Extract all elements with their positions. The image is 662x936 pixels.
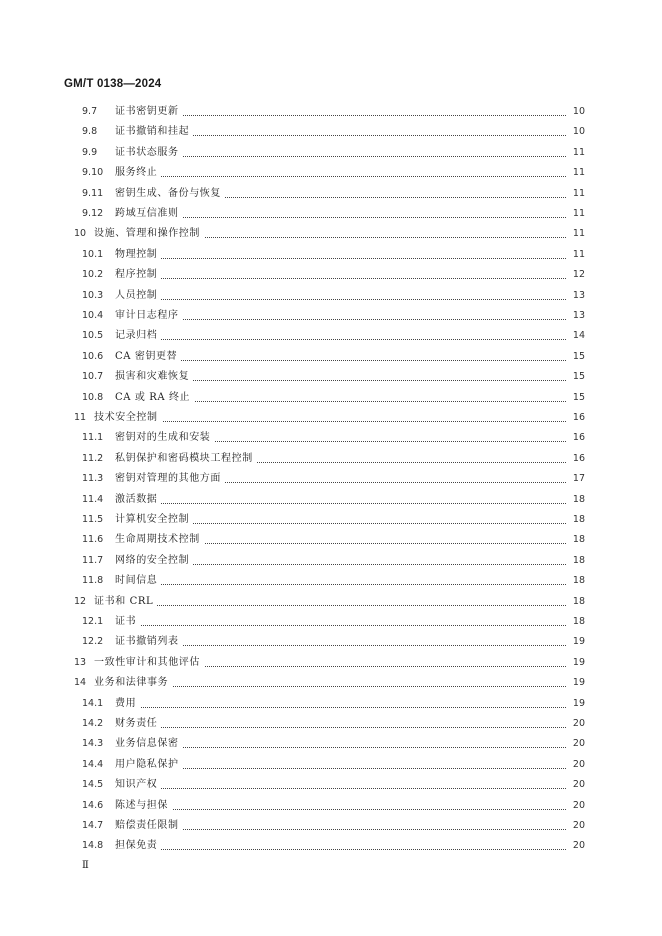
- toc-entry-title: 设施、管理和操作控制: [94, 226, 204, 242]
- toc-entry[interactable]: [0, 736, 662, 752]
- toc-entry[interactable]: [0, 757, 662, 773]
- toc-entry-title: 物理控制: [115, 247, 161, 263]
- toc-entry-number: 10.2: [82, 269, 104, 281]
- toc-entry-title: 网络的安全控制: [115, 553, 193, 569]
- toc-entry-page: 15: [572, 391, 585, 403]
- toc-entry-title: 财务责任: [115, 716, 161, 732]
- toc-entry-number: 9.7: [82, 106, 98, 117]
- toc-entry-number: 9.8: [82, 126, 98, 138]
- toc-entry-page: 19: [572, 677, 585, 689]
- toc-entry-page: 14: [572, 330, 585, 342]
- toc-entry-page: 16: [572, 412, 585, 423]
- dot-leader: [115, 624, 566, 626]
- toc-entry[interactable]: [0, 267, 662, 283]
- dot-leader: [115, 318, 566, 320]
- toc-entry-number: 11: [74, 412, 87, 423]
- toc-entry-number: 12: [74, 595, 87, 607]
- dot-leader: [115, 808, 566, 810]
- toc-entry-title: 激活数据: [115, 492, 161, 508]
- dot-leader: [115, 848, 566, 850]
- dot-leader: [115, 257, 566, 259]
- toc-entry[interactable]: [0, 512, 662, 528]
- toc-entry-page: 11: [572, 167, 585, 179]
- toc-entry[interactable]: [0, 492, 662, 508]
- toc-entry-title: 担保免责: [115, 838, 161, 854]
- toc-entry-number: 11.6: [82, 534, 104, 546]
- toc-entry-page: 20: [572, 779, 585, 791]
- toc-entry-title: 业务和法律事务: [94, 675, 172, 691]
- toc-entry-page: 20: [572, 758, 585, 770]
- toc-entry-title: 密钥对管理的其他方面: [115, 471, 225, 487]
- toc-entry[interactable]: [0, 675, 662, 691]
- toc-entry-page: 11: [572, 187, 585, 199]
- toc-entry-number: 10.1: [82, 248, 104, 260]
- toc-entry-number: 11.5: [82, 514, 104, 525]
- toc-entry-page: 18: [572, 554, 585, 566]
- dot-leader: [115, 338, 566, 340]
- toc-entry[interactable]: [0, 798, 662, 814]
- toc-entry-title: 证书撤销列表: [115, 634, 183, 650]
- toc-entry-title: 审计日志程序: [115, 308, 183, 324]
- toc-entry-page: 11: [572, 248, 585, 260]
- toc-entry-number: 10.8: [82, 391, 104, 403]
- dot-leader: [94, 604, 566, 606]
- toc-entry-number: 10.6: [82, 350, 104, 362]
- toc-entry-title: 证书密钥更新: [115, 104, 183, 120]
- toc-entry-number: 12.2: [82, 636, 104, 648]
- toc-entry-title: 计算机安全控制: [115, 512, 193, 528]
- toc-entry-title: 损害和灾难恢复: [115, 369, 193, 385]
- toc-entry[interactable]: [0, 716, 662, 732]
- toc-entry-page: 11: [572, 228, 585, 240]
- toc-entry-number: 14.6: [82, 799, 104, 811]
- toc-entry-number: 14.3: [82, 738, 104, 750]
- toc-entry-page: 10: [572, 106, 585, 117]
- toc-entry-number: 11.2: [82, 452, 104, 464]
- page-number-footer: Ⅱ: [82, 860, 89, 871]
- toc-entry-page: 18: [572, 534, 585, 546]
- standard-number: GM/T 0138—2024: [64, 78, 162, 90]
- toc-entry-number: 11.4: [82, 493, 104, 505]
- toc-entry[interactable]: [0, 532, 662, 548]
- toc-entry-number: 13: [74, 656, 87, 668]
- toc-entry-page: 16: [572, 432, 585, 444]
- toc-entry[interactable]: [0, 573, 662, 589]
- toc-entry[interactable]: [0, 430, 662, 446]
- toc-entry-number: 14.5: [82, 779, 104, 791]
- toc-entry-number: 11.3: [82, 473, 104, 485]
- toc-entry-title: 陈述与担保: [115, 798, 172, 814]
- toc-entry-number: 11.1: [82, 432, 104, 444]
- toc-entry[interactable]: [0, 838, 662, 854]
- toc-entry[interactable]: [0, 696, 662, 712]
- toc-entry[interactable]: [0, 369, 662, 385]
- toc-entry-page: 19: [572, 656, 585, 668]
- toc-entry-page: 13: [572, 310, 585, 321]
- toc-entry[interactable]: [0, 594, 662, 610]
- toc-entry[interactable]: [0, 451, 662, 467]
- toc-entry-title: 密钥对的生成和安装: [115, 430, 214, 446]
- toc-entry-page: 18: [572, 595, 585, 607]
- toc-entry-title: 一致性审计和其他评估: [94, 655, 204, 671]
- toc-entry-title: 用户隐私保护: [115, 757, 183, 773]
- toc-entry-page: 18: [572, 575, 585, 587]
- toc-entry-page: 13: [572, 289, 585, 301]
- toc-entry-title: 赔偿责任限制: [115, 818, 183, 834]
- toc-entry-title: 私钥保护和密码模块工程控制: [115, 451, 257, 467]
- toc-entry-number: 10.3: [82, 289, 104, 301]
- toc-entry-number: 14.8: [82, 840, 104, 852]
- dot-leader: [115, 298, 566, 300]
- toc-entry-number: 9.10: [82, 167, 104, 179]
- dot-leader: [115, 502, 566, 504]
- toc-entry-page: 18: [572, 514, 585, 525]
- toc-entry-page: 20: [572, 738, 585, 750]
- toc-entry-title: CA 或 RA 终止: [115, 390, 194, 406]
- toc-entry-number: 14.2: [82, 718, 104, 729]
- toc-entry-title: 证书撤销和挂起: [115, 124, 193, 140]
- toc-entry-number: 9.9: [82, 146, 98, 158]
- toc-entry[interactable]: [0, 390, 662, 406]
- dot-leader: [115, 277, 566, 279]
- toc-entry-title: 证书: [115, 614, 140, 630]
- toc-entry-title: 服务终止: [115, 165, 161, 181]
- toc-entry-title: 费用: [115, 696, 140, 712]
- toc-entry[interactable]: [0, 634, 662, 650]
- toc-entry-number: 11.8: [82, 575, 104, 587]
- toc-entry[interactable]: [0, 104, 662, 120]
- toc-entry[interactable]: [0, 308, 662, 324]
- dot-leader: [115, 155, 566, 157]
- toc-entry[interactable]: [0, 553, 662, 569]
- dot-leader: [115, 746, 566, 748]
- toc-entry-number: 11.7: [82, 554, 104, 566]
- toc-entry-title: 知识产权: [115, 777, 161, 793]
- toc-entry-title: 程序控制: [115, 267, 161, 283]
- toc-entry[interactable]: [0, 777, 662, 793]
- toc-entry-page: 17: [572, 473, 585, 485]
- toc-entry-title: 跨域互信准则: [115, 206, 183, 222]
- toc-entry-page: 18: [572, 616, 585, 627]
- toc-entry[interactable]: [0, 206, 662, 222]
- toc-entry[interactable]: [0, 328, 662, 344]
- toc-entry[interactable]: [0, 614, 662, 630]
- toc-entry-title: CA 密钥更替: [115, 349, 181, 365]
- toc-entry-page: 10: [572, 126, 585, 138]
- toc-entry-number: 10.5: [82, 330, 104, 342]
- dot-leader: [115, 583, 566, 585]
- toc-entry-title: 密钥生成、备份与恢复: [115, 186, 225, 202]
- toc-entry[interactable]: [0, 818, 662, 834]
- toc-entry-title: 人员控制: [115, 288, 161, 304]
- toc-entry[interactable]: [0, 247, 662, 263]
- dot-leader: [115, 644, 566, 646]
- toc-entry-title: 业务信息保密: [115, 736, 183, 752]
- toc-entry-title: 时间信息: [115, 573, 161, 589]
- toc-entry[interactable]: [0, 410, 662, 426]
- toc-entry[interactable]: [0, 349, 662, 365]
- toc-entry-page: 18: [572, 493, 585, 505]
- toc-entry-page: 20: [572, 840, 585, 852]
- toc-entry[interactable]: [0, 186, 662, 202]
- toc-entry-title: 记录归档: [115, 328, 161, 344]
- dot-leader: [115, 706, 566, 708]
- toc-entry-title: 生命周期技术控制: [115, 532, 204, 548]
- dot-leader: [115, 175, 566, 177]
- toc-entry-page: 11: [572, 208, 585, 219]
- toc-entry-number: 14.1: [82, 697, 104, 709]
- toc-entry[interactable]: [0, 288, 662, 304]
- toc-entry-title: 证书和 CRL: [94, 594, 157, 610]
- toc-entry[interactable]: [0, 471, 662, 487]
- toc-entry-page: 15: [572, 350, 585, 362]
- toc-entry-number: 10.7: [82, 371, 104, 383]
- toc-entry[interactable]: [0, 655, 662, 671]
- toc-entry-page: 11: [572, 146, 585, 158]
- toc-entry-number: 9.11: [82, 187, 104, 199]
- toc-entry-page: 19: [572, 636, 585, 648]
- toc-entry-number: 10: [74, 228, 87, 240]
- toc-entry-page: 16: [572, 452, 585, 464]
- dot-leader: [115, 114, 566, 116]
- toc-entry-number: 9.12: [82, 208, 104, 219]
- toc-entry-number: 10.4: [82, 310, 104, 321]
- toc-entry-number: 14.7: [82, 820, 104, 831]
- toc-entry-number: 14: [74, 677, 87, 689]
- toc-entry[interactable]: [0, 145, 662, 161]
- dot-leader: [115, 828, 566, 830]
- toc-entry-page: 20: [572, 799, 585, 811]
- toc-entry-page: 15: [572, 371, 585, 383]
- toc-entry-page: 20: [572, 820, 585, 831]
- document-header: [64, 78, 161, 90]
- toc-entry-title: 证书状态服务: [115, 145, 183, 161]
- dot-leader: [115, 767, 566, 769]
- toc-entry[interactable]: [0, 165, 662, 181]
- toc-entry-page: 12: [572, 269, 585, 281]
- toc-entry[interactable]: [0, 226, 662, 242]
- dot-leader: [115, 726, 566, 728]
- toc-entry-number: 14.4: [82, 758, 104, 770]
- dot-leader: [115, 787, 566, 789]
- dot-leader: [115, 216, 566, 218]
- toc-entry-number: 12.1: [82, 616, 104, 627]
- dot-leader: [115, 359, 566, 361]
- dot-leader: [94, 420, 566, 422]
- toc-entry-page: 19: [572, 697, 585, 709]
- toc-entry[interactable]: [0, 124, 662, 140]
- toc-entry-page: 20: [572, 718, 585, 729]
- toc-entry-title: 技术安全控制: [94, 410, 162, 426]
